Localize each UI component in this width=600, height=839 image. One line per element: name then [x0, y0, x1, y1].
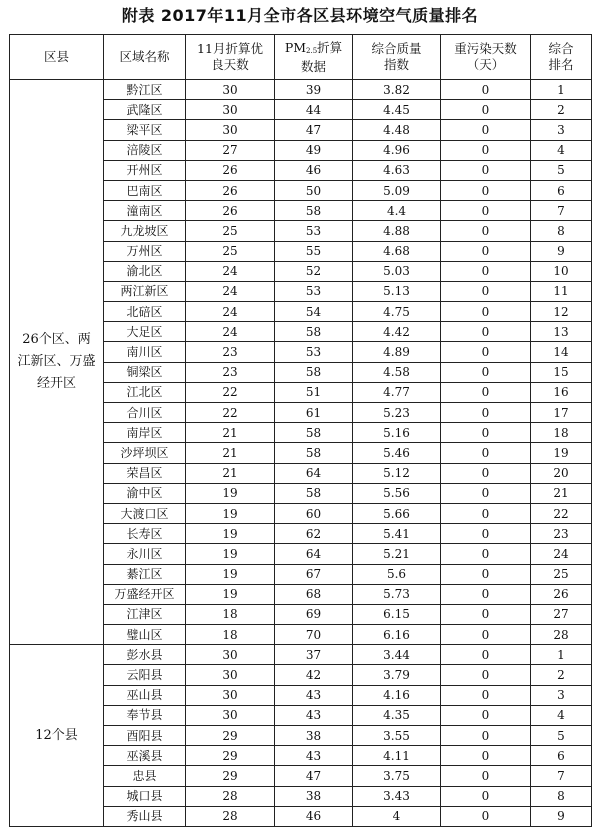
cell-area: 巴南区 — [104, 180, 186, 200]
cell-rank: 1 — [531, 645, 592, 665]
cell-pm25: 70 — [275, 625, 353, 645]
cell-pm25: 58 — [275, 443, 353, 463]
cell-pm25: 50 — [275, 180, 353, 200]
cell-area: 黔江区 — [104, 80, 186, 100]
cell-area: 南川区 — [104, 342, 186, 362]
cell-rank: 22 — [531, 503, 592, 523]
cell-index: 5.16 — [353, 423, 441, 443]
cell-pm25: 64 — [275, 544, 353, 564]
cell-heavy-days: 0 — [441, 524, 531, 544]
cell-index: 4.42 — [353, 322, 441, 342]
header-area-text: 区域名称 — [119, 49, 170, 64]
cell-rank: 16 — [531, 382, 592, 402]
cell-area: 长寿区 — [104, 524, 186, 544]
cell-pm25: 46 — [275, 160, 353, 180]
cell-rank: 9 — [531, 241, 592, 261]
header-index — [353, 35, 441, 80]
cell-good-days: 30 — [186, 120, 275, 140]
header-rank-line2: 排名 — [548, 57, 574, 72]
cell-pm25: 47 — [275, 766, 353, 786]
cell-pm25: 58 — [275, 201, 353, 221]
cell-heavy-days: 0 — [441, 261, 531, 281]
header-area — [104, 35, 186, 80]
cell-rank: 3 — [531, 120, 592, 140]
cell-good-days: 21 — [186, 423, 275, 443]
cell-rank: 1 — [531, 80, 592, 100]
cell-index: 4 — [353, 806, 441, 826]
cell-index: 4.63 — [353, 160, 441, 180]
cell-area: 酉阳县 — [104, 726, 186, 746]
cell-good-days: 30 — [186, 100, 275, 120]
cell-area: 大渡口区 — [104, 503, 186, 523]
cell-index: 3.43 — [353, 786, 441, 806]
cell-index: 3.82 — [353, 80, 441, 100]
cell-rank: 5 — [531, 160, 592, 180]
cell-rank: 23 — [531, 524, 592, 544]
cell-heavy-days: 0 — [441, 241, 531, 261]
cell-rank: 12 — [531, 302, 592, 322]
cell-good-days: 26 — [186, 201, 275, 221]
cell-heavy-days: 0 — [441, 180, 531, 200]
cell-pm25: 55 — [275, 241, 353, 261]
cell-area: 合川区 — [104, 403, 186, 423]
cell-rank: 8 — [531, 786, 592, 806]
table-row — [10, 80, 592, 100]
cell-heavy-days: 0 — [441, 786, 531, 806]
cell-pm25: 67 — [275, 564, 353, 584]
cell-area: 开州区 — [104, 160, 186, 180]
cell-pm25: 43 — [275, 746, 353, 766]
cell-good-days: 30 — [186, 645, 275, 665]
cell-rank: 21 — [531, 483, 592, 503]
cell-area: 万盛经开区 — [104, 584, 186, 604]
cell-heavy-days: 0 — [441, 423, 531, 443]
cell-rank: 9 — [531, 806, 592, 826]
cell-pm25: 60 — [275, 503, 353, 523]
cell-good-days: 24 — [186, 261, 275, 281]
cell-index: 5.6 — [353, 564, 441, 584]
cell-index: 3.79 — [353, 665, 441, 685]
cell-good-days: 24 — [186, 302, 275, 322]
cell-rank: 11 — [531, 281, 592, 301]
cell-index: 4.77 — [353, 382, 441, 402]
cell-heavy-days: 0 — [441, 604, 531, 624]
group-label: 12个县 — [10, 645, 104, 827]
cell-heavy-days: 0 — [441, 100, 531, 120]
cell-pm25: 53 — [275, 221, 353, 241]
cell-rank: 7 — [531, 766, 592, 786]
cell-index: 5.21 — [353, 544, 441, 564]
cell-area: 大足区 — [104, 322, 186, 342]
cell-rank: 6 — [531, 180, 592, 200]
cell-rank: 10 — [531, 261, 592, 281]
cell-area: 云阳县 — [104, 665, 186, 685]
cell-index: 3.55 — [353, 726, 441, 746]
header-heavy-line2: （天） — [466, 57, 505, 72]
cell-good-days: 19 — [186, 564, 275, 584]
cell-index: 4.11 — [353, 746, 441, 766]
cell-pm25: 58 — [275, 362, 353, 382]
table-row — [10, 645, 592, 665]
cell-index: 4.16 — [353, 685, 441, 705]
cell-rank: 19 — [531, 443, 592, 463]
cell-good-days: 27 — [186, 140, 275, 160]
cell-area: 梁平区 — [104, 120, 186, 140]
cell-area: 万州区 — [104, 241, 186, 261]
cell-heavy-days: 0 — [441, 584, 531, 604]
cell-heavy-days: 0 — [441, 160, 531, 180]
header-rank-line1: 综合 — [548, 41, 574, 56]
cell-rank: 13 — [531, 322, 592, 342]
cell-area: 九龙坡区 — [104, 221, 186, 241]
cell-heavy-days: 0 — [441, 685, 531, 705]
cell-heavy-days: 0 — [441, 362, 531, 382]
cell-rank: 15 — [531, 362, 592, 382]
cell-area: 彭水县 — [104, 645, 186, 665]
cell-rank: 24 — [531, 544, 592, 564]
cell-good-days: 30 — [186, 80, 275, 100]
cell-rank: 2 — [531, 100, 592, 120]
cell-good-days: 19 — [186, 483, 275, 503]
cell-good-days: 25 — [186, 221, 275, 241]
cell-rank: 6 — [531, 746, 592, 766]
cell-pm25: 68 — [275, 584, 353, 604]
cell-heavy-days: 0 — [441, 705, 531, 725]
cell-heavy-days: 0 — [441, 463, 531, 483]
cell-area: 南岸区 — [104, 423, 186, 443]
cell-heavy-days: 0 — [441, 625, 531, 645]
cell-area: 沙坪坝区 — [104, 443, 186, 463]
cell-pm25: 38 — [275, 786, 353, 806]
cell-good-days: 28 — [186, 786, 275, 806]
cell-index: 5.09 — [353, 180, 441, 200]
cell-pm25: 61 — [275, 403, 353, 423]
cell-heavy-days: 0 — [441, 746, 531, 766]
cell-index: 6.15 — [353, 604, 441, 624]
cell-heavy-days: 0 — [441, 201, 531, 221]
cell-area: 秀山县 — [104, 806, 186, 826]
cell-area: 北碚区 — [104, 302, 186, 322]
cell-pm25: 37 — [275, 645, 353, 665]
cell-good-days: 18 — [186, 625, 275, 645]
cell-heavy-days: 0 — [441, 403, 531, 423]
cell-good-days: 28 — [186, 806, 275, 826]
cell-rank: 27 — [531, 604, 592, 624]
cell-good-days: 19 — [186, 584, 275, 604]
cell-good-days: 19 — [186, 544, 275, 564]
cell-pm25: 62 — [275, 524, 353, 544]
table-header — [10, 35, 592, 80]
cell-good-days: 30 — [186, 705, 275, 725]
header-index-line1: 综合质量 — [371, 41, 422, 56]
header-pm-prefix: PM — [284, 39, 307, 55]
cell-good-days: 22 — [186, 403, 275, 423]
cell-good-days: 26 — [186, 180, 275, 200]
cell-rank: 20 — [531, 463, 592, 483]
cell-area: 铜梁区 — [104, 362, 186, 382]
cell-index: 5.23 — [353, 403, 441, 423]
cell-rank: 8 — [531, 221, 592, 241]
cell-area: 江北区 — [104, 382, 186, 402]
cell-index: 4.75 — [353, 302, 441, 322]
cell-rank: 4 — [531, 705, 592, 725]
cell-index: 5.73 — [353, 584, 441, 604]
cell-rank: 17 — [531, 403, 592, 423]
cell-rank: 4 — [531, 140, 592, 160]
cell-heavy-days: 0 — [441, 80, 531, 100]
cell-heavy-days: 0 — [441, 302, 531, 322]
cell-pm25: 58 — [275, 483, 353, 503]
cell-pm25: 53 — [275, 281, 353, 301]
cell-pm25: 46 — [275, 806, 353, 826]
cell-pm25: 52 — [275, 261, 353, 281]
cell-good-days: 23 — [186, 342, 275, 362]
page-title: 附表 2017年11月全市各区县环境空气质量排名 — [121, 6, 479, 25]
header-pm-suffix: 折算 — [317, 39, 343, 55]
cell-heavy-days: 0 — [441, 443, 531, 463]
header-good-days-line1: 11月折算优 — [197, 41, 263, 56]
cell-index: 3.75 — [353, 766, 441, 786]
cell-good-days: 29 — [186, 766, 275, 786]
cell-index: 4.88 — [353, 221, 441, 241]
cell-good-days: 29 — [186, 726, 275, 746]
header-pm-line2: 数据 — [300, 58, 326, 74]
cell-rank: 25 — [531, 564, 592, 584]
cell-area: 忠县 — [104, 766, 186, 786]
cell-good-days: 25 — [186, 241, 275, 261]
cell-area: 荣昌区 — [104, 463, 186, 483]
cell-pm25: 58 — [275, 423, 353, 443]
cell-pm25: 49 — [275, 140, 353, 160]
header-row — [10, 35, 592, 80]
cell-area: 两江新区 — [104, 281, 186, 301]
cell-area: 巫溪县 — [104, 746, 186, 766]
cell-area: 渝中区 — [104, 483, 186, 503]
cell-good-days: 30 — [186, 665, 275, 685]
cell-good-days: 21 — [186, 463, 275, 483]
cell-index: 5.03 — [353, 261, 441, 281]
header-heavy-days — [441, 35, 531, 80]
header-pm25 — [275, 35, 353, 80]
cell-pm25: 43 — [275, 685, 353, 705]
cell-heavy-days: 0 — [441, 281, 531, 301]
cell-rank: 2 — [531, 665, 592, 685]
cell-heavy-days: 0 — [441, 483, 531, 503]
cell-index: 5.13 — [353, 281, 441, 301]
header-good-days — [186, 35, 275, 80]
cell-rank: 18 — [531, 423, 592, 443]
air-quality-table — [9, 34, 592, 827]
cell-index: 5.12 — [353, 463, 441, 483]
cell-index: 4.96 — [353, 140, 441, 160]
cell-index: 5.41 — [353, 524, 441, 544]
cell-rank: 7 — [531, 201, 592, 221]
cell-area: 永川区 — [104, 544, 186, 564]
cell-pm25: 53 — [275, 342, 353, 362]
cell-pm25: 64 — [275, 463, 353, 483]
cell-area: 涪陵区 — [104, 140, 186, 160]
cell-heavy-days: 0 — [441, 342, 531, 362]
cell-good-days: 19 — [186, 503, 275, 523]
cell-good-days: 18 — [186, 604, 275, 624]
cell-rank: 5 — [531, 726, 592, 746]
cell-pm25: 47 — [275, 120, 353, 140]
cell-heavy-days: 0 — [441, 120, 531, 140]
cell-index: 6.16 — [353, 625, 441, 645]
cell-good-days: 24 — [186, 322, 275, 342]
cell-good-days: 30 — [186, 685, 275, 705]
cell-heavy-days: 0 — [441, 382, 531, 402]
cell-rank: 14 — [531, 342, 592, 362]
cell-good-days: 19 — [186, 524, 275, 544]
header-heavy-line1: 重污染天数 — [454, 41, 517, 56]
cell-area: 巫山县 — [104, 685, 186, 705]
cell-heavy-days: 0 — [441, 322, 531, 342]
cell-heavy-days: 0 — [441, 221, 531, 241]
cell-heavy-days: 0 — [441, 544, 531, 564]
cell-area: 奉节县 — [104, 705, 186, 725]
cell-pm25: 51 — [275, 382, 353, 402]
cell-index: 4.4 — [353, 201, 441, 221]
cell-index: 4.89 — [353, 342, 441, 362]
cell-rank: 3 — [531, 685, 592, 705]
cell-heavy-days: 0 — [441, 806, 531, 826]
cell-heavy-days: 0 — [441, 645, 531, 665]
header-good-days-line2: 良天数 — [211, 57, 249, 72]
cell-good-days: 23 — [186, 362, 275, 382]
cell-area: 潼南区 — [104, 201, 186, 221]
cell-area: 璧山区 — [104, 625, 186, 645]
cell-rank: 26 — [531, 584, 592, 604]
group-label: 26个区、两江新区、万盛经开区 — [10, 80, 104, 645]
cell-pm25: 44 — [275, 100, 353, 120]
cell-heavy-days: 0 — [441, 140, 531, 160]
cell-area: 渝北区 — [104, 261, 186, 281]
cell-area: 武隆区 — [104, 100, 186, 120]
cell-heavy-days: 0 — [441, 564, 531, 584]
header-rank — [531, 35, 592, 80]
cell-index: 3.44 — [353, 645, 441, 665]
cell-pm25: 43 — [275, 705, 353, 725]
cell-pm25: 39 — [275, 80, 353, 100]
header-index-line2: 指数 — [383, 57, 409, 72]
cell-area: 城口县 — [104, 786, 186, 806]
table-body — [10, 80, 592, 827]
cell-index: 5.46 — [353, 443, 441, 463]
cell-pm25: 42 — [275, 665, 353, 685]
cell-index: 4.58 — [353, 362, 441, 382]
cell-heavy-days: 0 — [441, 766, 531, 786]
cell-good-days: 26 — [186, 160, 275, 180]
cell-good-days: 29 — [186, 746, 275, 766]
cell-heavy-days: 0 — [441, 503, 531, 523]
cell-index: 5.56 — [353, 483, 441, 503]
cell-index: 4.45 — [353, 100, 441, 120]
cell-pm25: 58 — [275, 322, 353, 342]
cell-pm25: 69 — [275, 604, 353, 624]
cell-pm25: 54 — [275, 302, 353, 322]
cell-area: 江津区 — [104, 604, 186, 624]
cell-heavy-days: 0 — [441, 726, 531, 746]
header-pm-sub: 2.5 — [306, 46, 318, 55]
cell-pm25: 38 — [275, 726, 353, 746]
cell-rank: 28 — [531, 625, 592, 645]
cell-good-days: 22 — [186, 382, 275, 402]
cell-index: 4.68 — [353, 241, 441, 261]
cell-good-days: 24 — [186, 281, 275, 301]
header-district-text: 区县 — [43, 49, 69, 64]
header-district — [10, 35, 104, 80]
cell-index: 4.35 — [353, 705, 441, 725]
cell-index: 5.66 — [353, 503, 441, 523]
cell-good-days: 21 — [186, 443, 275, 463]
cell-index: 4.48 — [353, 120, 441, 140]
cell-area: 綦江区 — [104, 564, 186, 584]
cell-heavy-days: 0 — [441, 665, 531, 685]
